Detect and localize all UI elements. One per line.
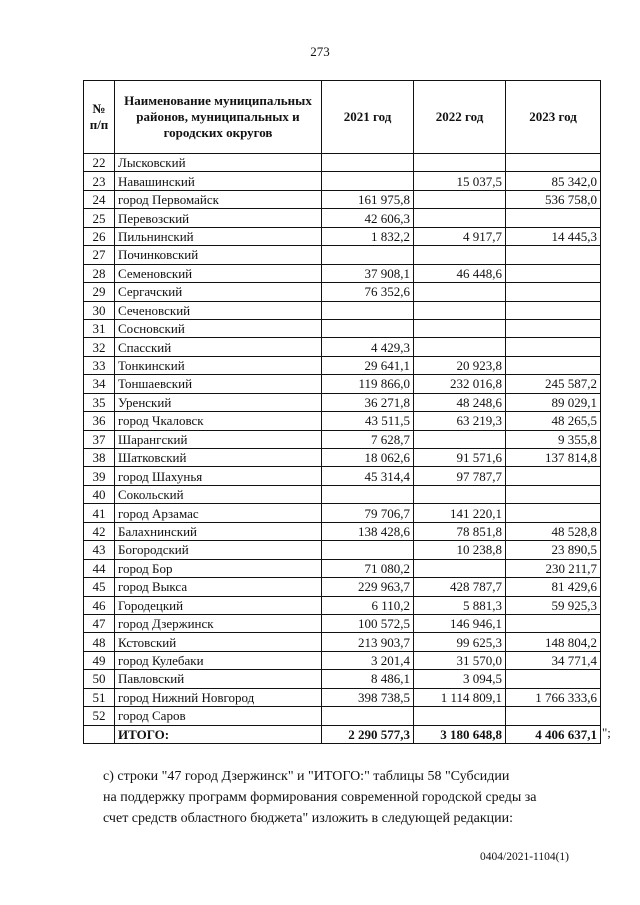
row-value-2021 [322,541,414,559]
row-municipality: Семеновский [115,264,322,282]
row-municipality: Кстовский [115,633,322,651]
row-value-2023: 230 211,7 [506,559,601,577]
row-value-2021: 29 641,1 [322,356,414,374]
row-number: 35 [84,393,115,411]
row-value-2021: 398 738,5 [322,688,414,706]
row-value-2021: 6 110,2 [322,596,414,614]
row-municipality: Павловский [115,670,322,688]
row-number: 29 [84,283,115,301]
row-value-2021: 36 271,8 [322,393,414,411]
row-value-2021: 45 314,4 [322,467,414,485]
table-row [84,559,601,577]
row-number: 26 [84,227,115,245]
row-municipality: Уренский [115,393,322,411]
row-value-2021 [322,707,414,725]
row-number: 23 [84,172,115,190]
header-year-2022: 2022 год [414,81,506,154]
row-value-2023: 14 445,3 [506,227,601,245]
row-value-2021 [322,485,414,503]
table-row [84,283,601,301]
table-row [84,651,601,669]
row-value-2022: 232 016,8 [414,375,506,393]
row-municipality: город Саров [115,707,322,725]
row-value-2021: 8 486,1 [322,670,414,688]
row-value-2022: 63 219,3 [414,412,506,430]
table-row [84,264,601,282]
row-value-2021: 7 628,7 [322,430,414,448]
row-number: 24 [84,190,115,208]
row-municipality: Богородский [115,541,322,559]
row-value-2023 [506,246,601,264]
row-value-2021: 43 511,5 [322,412,414,430]
row-municipality: Тоншаевский [115,375,322,393]
row-municipality: город Выкса [115,578,322,596]
row-value-2022: 146 946,1 [414,614,506,632]
row-number: 25 [84,209,115,227]
row-value-2023: 59 925,3 [506,596,601,614]
row-value-2021: 161 975,8 [322,190,414,208]
row-number: 39 [84,467,115,485]
total-label: ИТОГО: [115,725,322,743]
table-row [84,596,601,614]
row-number: 22 [84,154,115,172]
subsidies-table [83,80,601,744]
row-value-2022: 31 570,0 [414,651,506,669]
row-municipality: Шатковский [115,449,322,467]
row-value-2022: 15 037,5 [414,172,506,190]
row-value-2022: 1 114 809,1 [414,688,506,706]
row-value-2022: 78 851,8 [414,522,506,540]
table-row [84,412,601,430]
row-municipality: город Чкаловск [115,412,322,430]
row-value-2022 [414,338,506,356]
row-number: 28 [84,264,115,282]
page-number: 273 [310,44,330,59]
row-value-2023: 85 342,0 [506,172,601,190]
row-value-2022: 10 238,8 [414,541,506,559]
row-number: 30 [84,301,115,319]
row-municipality: город Первомайск [115,190,322,208]
row-value-2021 [322,154,414,172]
row-value-2021 [322,172,414,190]
row-value-2021: 42 606,3 [322,209,414,227]
row-value-2021: 79 706,7 [322,504,414,522]
row-number: 48 [84,633,115,651]
table-row [84,449,601,467]
row-number: 33 [84,356,115,374]
row-number: 31 [84,319,115,337]
row-municipality: Навашинский [115,172,322,190]
table-row [84,246,601,264]
row-number: 45 [84,578,115,596]
row-value-2022 [414,246,506,264]
row-value-2021: 71 080,2 [322,559,414,577]
row-value-2023: 9 355,8 [506,430,601,448]
row-value-2022: 428 787,7 [414,578,506,596]
row-value-2023: 536 758,0 [506,190,601,208]
row-value-2023: 1 766 333,6 [506,688,601,706]
row-municipality: город Шахунья [115,467,322,485]
row-value-2023 [506,319,601,337]
row-value-2022 [414,559,506,577]
row-municipality: Городецкий [115,596,322,614]
table-row [84,541,601,559]
row-value-2023 [506,614,601,632]
table-row [84,319,601,337]
row-value-2021: 119 866,0 [322,375,414,393]
row-value-2021: 3 201,4 [322,651,414,669]
row-value-2022 [414,154,506,172]
row-value-2023: 245 587,2 [506,375,601,393]
row-municipality: Шарангский [115,430,322,448]
table-row [84,356,601,374]
row-number: 42 [84,522,115,540]
row-value-2023: 48 265,5 [506,412,601,430]
row-value-2021: 4 429,3 [322,338,414,356]
header-year-2021: 2021 год [322,81,414,154]
row-municipality: Балахнинский [115,522,322,540]
row-value-2021 [322,301,414,319]
table-row [84,522,601,540]
total-number-cell [84,725,115,743]
row-value-2023 [506,209,601,227]
row-number: 37 [84,430,115,448]
paragraph-line: счет средств областного бюджета" изложить в следующей редакции: [103,811,513,826]
row-value-2022: 141 220,1 [414,504,506,522]
row-number: 49 [84,651,115,669]
table-row [84,670,601,688]
row-value-2022: 4 917,7 [414,227,506,245]
row-value-2022 [414,190,506,208]
row-municipality: Спасский [115,338,322,356]
row-value-2022 [414,209,506,227]
row-value-2023: 23 890,5 [506,541,601,559]
row-value-2021: 229 963,7 [322,578,414,596]
header-municipality-name: Наименование муниципальных районов, муниципальных и городских округов [115,81,322,154]
row-value-2022: 3 094,5 [414,670,506,688]
row-value-2023 [506,467,601,485]
row-number: 38 [84,449,115,467]
row-value-2021: 76 352,6 [322,283,414,301]
row-value-2022 [414,485,506,503]
row-municipality: Пильнинский [115,227,322,245]
table-row [84,485,601,503]
total-row [84,725,601,743]
row-municipality: город Бор [115,559,322,577]
row-number: 44 [84,559,115,577]
row-value-2023: 137 814,8 [506,449,601,467]
row-municipality: город Кулебаки [115,651,322,669]
row-value-2023: 34 771,4 [506,651,601,669]
row-value-2022: 46 448,6 [414,264,506,282]
table-header-row [84,81,601,154]
row-municipality: город Нижний Новгород [115,688,322,706]
row-number: 51 [84,688,115,706]
row-value-2023: 148 804,2 [506,633,601,651]
row-number: 36 [84,412,115,430]
table-row [84,301,601,319]
row-municipality: Сергачский [115,283,322,301]
row-value-2023 [506,707,601,725]
document-code: 0404/2021-1104(1) [480,851,570,863]
row-number: 52 [84,707,115,725]
row-value-2022 [414,430,506,448]
table-row [84,338,601,356]
row-value-2022: 99 625,3 [414,633,506,651]
amendment-paragraph [103,766,603,829]
table-row [84,190,601,208]
row-value-2023: 81 429,6 [506,578,601,596]
table-row [84,688,601,706]
header-year-2023: 2023 год [506,81,601,154]
row-value-2021: 18 062,6 [322,449,414,467]
table-row [84,467,601,485]
table-row [84,578,601,596]
row-value-2023 [506,670,601,688]
row-municipality: город Дзержинск [115,614,322,632]
row-value-2021 [322,319,414,337]
total-value-2021: 2 290 577,3 [322,725,414,743]
row-number: 40 [84,485,115,503]
row-value-2021: 37 908,1 [322,264,414,282]
row-value-2022: 5 881,3 [414,596,506,614]
row-value-2023 [506,504,601,522]
row-number: 43 [84,541,115,559]
table-row [84,227,601,245]
row-number: 50 [84,670,115,688]
row-number: 34 [84,375,115,393]
table-row [84,375,601,393]
row-value-2023 [506,356,601,374]
table-row [84,172,601,190]
row-value-2022: 20 923,8 [414,356,506,374]
row-number: 27 [84,246,115,264]
row-value-2021: 213 903,7 [322,633,414,651]
row-number: 46 [84,596,115,614]
row-value-2023: 48 528,8 [506,522,601,540]
row-municipality: Перевозский [115,209,322,227]
row-value-2021 [322,246,414,264]
row-value-2023 [506,283,601,301]
table-row [84,154,601,172]
total-value-2023: 4 406 637,1 [506,725,601,743]
row-value-2021: 138 428,6 [322,522,414,540]
row-number: 32 [84,338,115,356]
row-value-2023 [506,338,601,356]
total-value-2022: 3 180 648,8 [414,725,506,743]
row-municipality: Сеченовский [115,301,322,319]
row-municipality: Тонкинский [115,356,322,374]
table-body [84,154,601,744]
row-value-2022 [414,707,506,725]
header-number: № п/п [84,81,115,154]
paragraph-line: на поддержку программ формирования современной городской среды за [103,790,537,805]
table-row [84,504,601,522]
row-municipality: Сокольский [115,485,322,503]
table-end-mark: "; [602,725,611,740]
table-row [84,614,601,632]
row-municipality: Сосновский [115,319,322,337]
table-row [84,393,601,411]
row-municipality: город Арзамас [115,504,322,522]
row-value-2021: 100 572,5 [322,614,414,632]
table-row [84,633,601,651]
table-row [84,707,601,725]
row-value-2023: 89 029,1 [506,393,601,411]
row-value-2022: 91 571,6 [414,449,506,467]
row-municipality: Починковский [115,246,322,264]
table-row [84,430,601,448]
row-value-2023 [506,301,601,319]
row-value-2022 [414,301,506,319]
row-value-2022: 48 248,6 [414,393,506,411]
row-value-2021: 1 832,2 [322,227,414,245]
row-value-2022 [414,319,506,337]
row-value-2022: 97 787,7 [414,467,506,485]
row-value-2023 [506,154,601,172]
row-value-2023 [506,485,601,503]
table-row [84,209,601,227]
row-municipality: Лысковский [115,154,322,172]
row-value-2023 [506,264,601,282]
row-value-2022 [414,283,506,301]
row-number: 41 [84,504,115,522]
paragraph-line: с) строки "47 город Дзержинск" и "ИТОГО:" таблицы 58 "Субсидии [103,769,510,784]
row-number: 47 [84,614,115,632]
